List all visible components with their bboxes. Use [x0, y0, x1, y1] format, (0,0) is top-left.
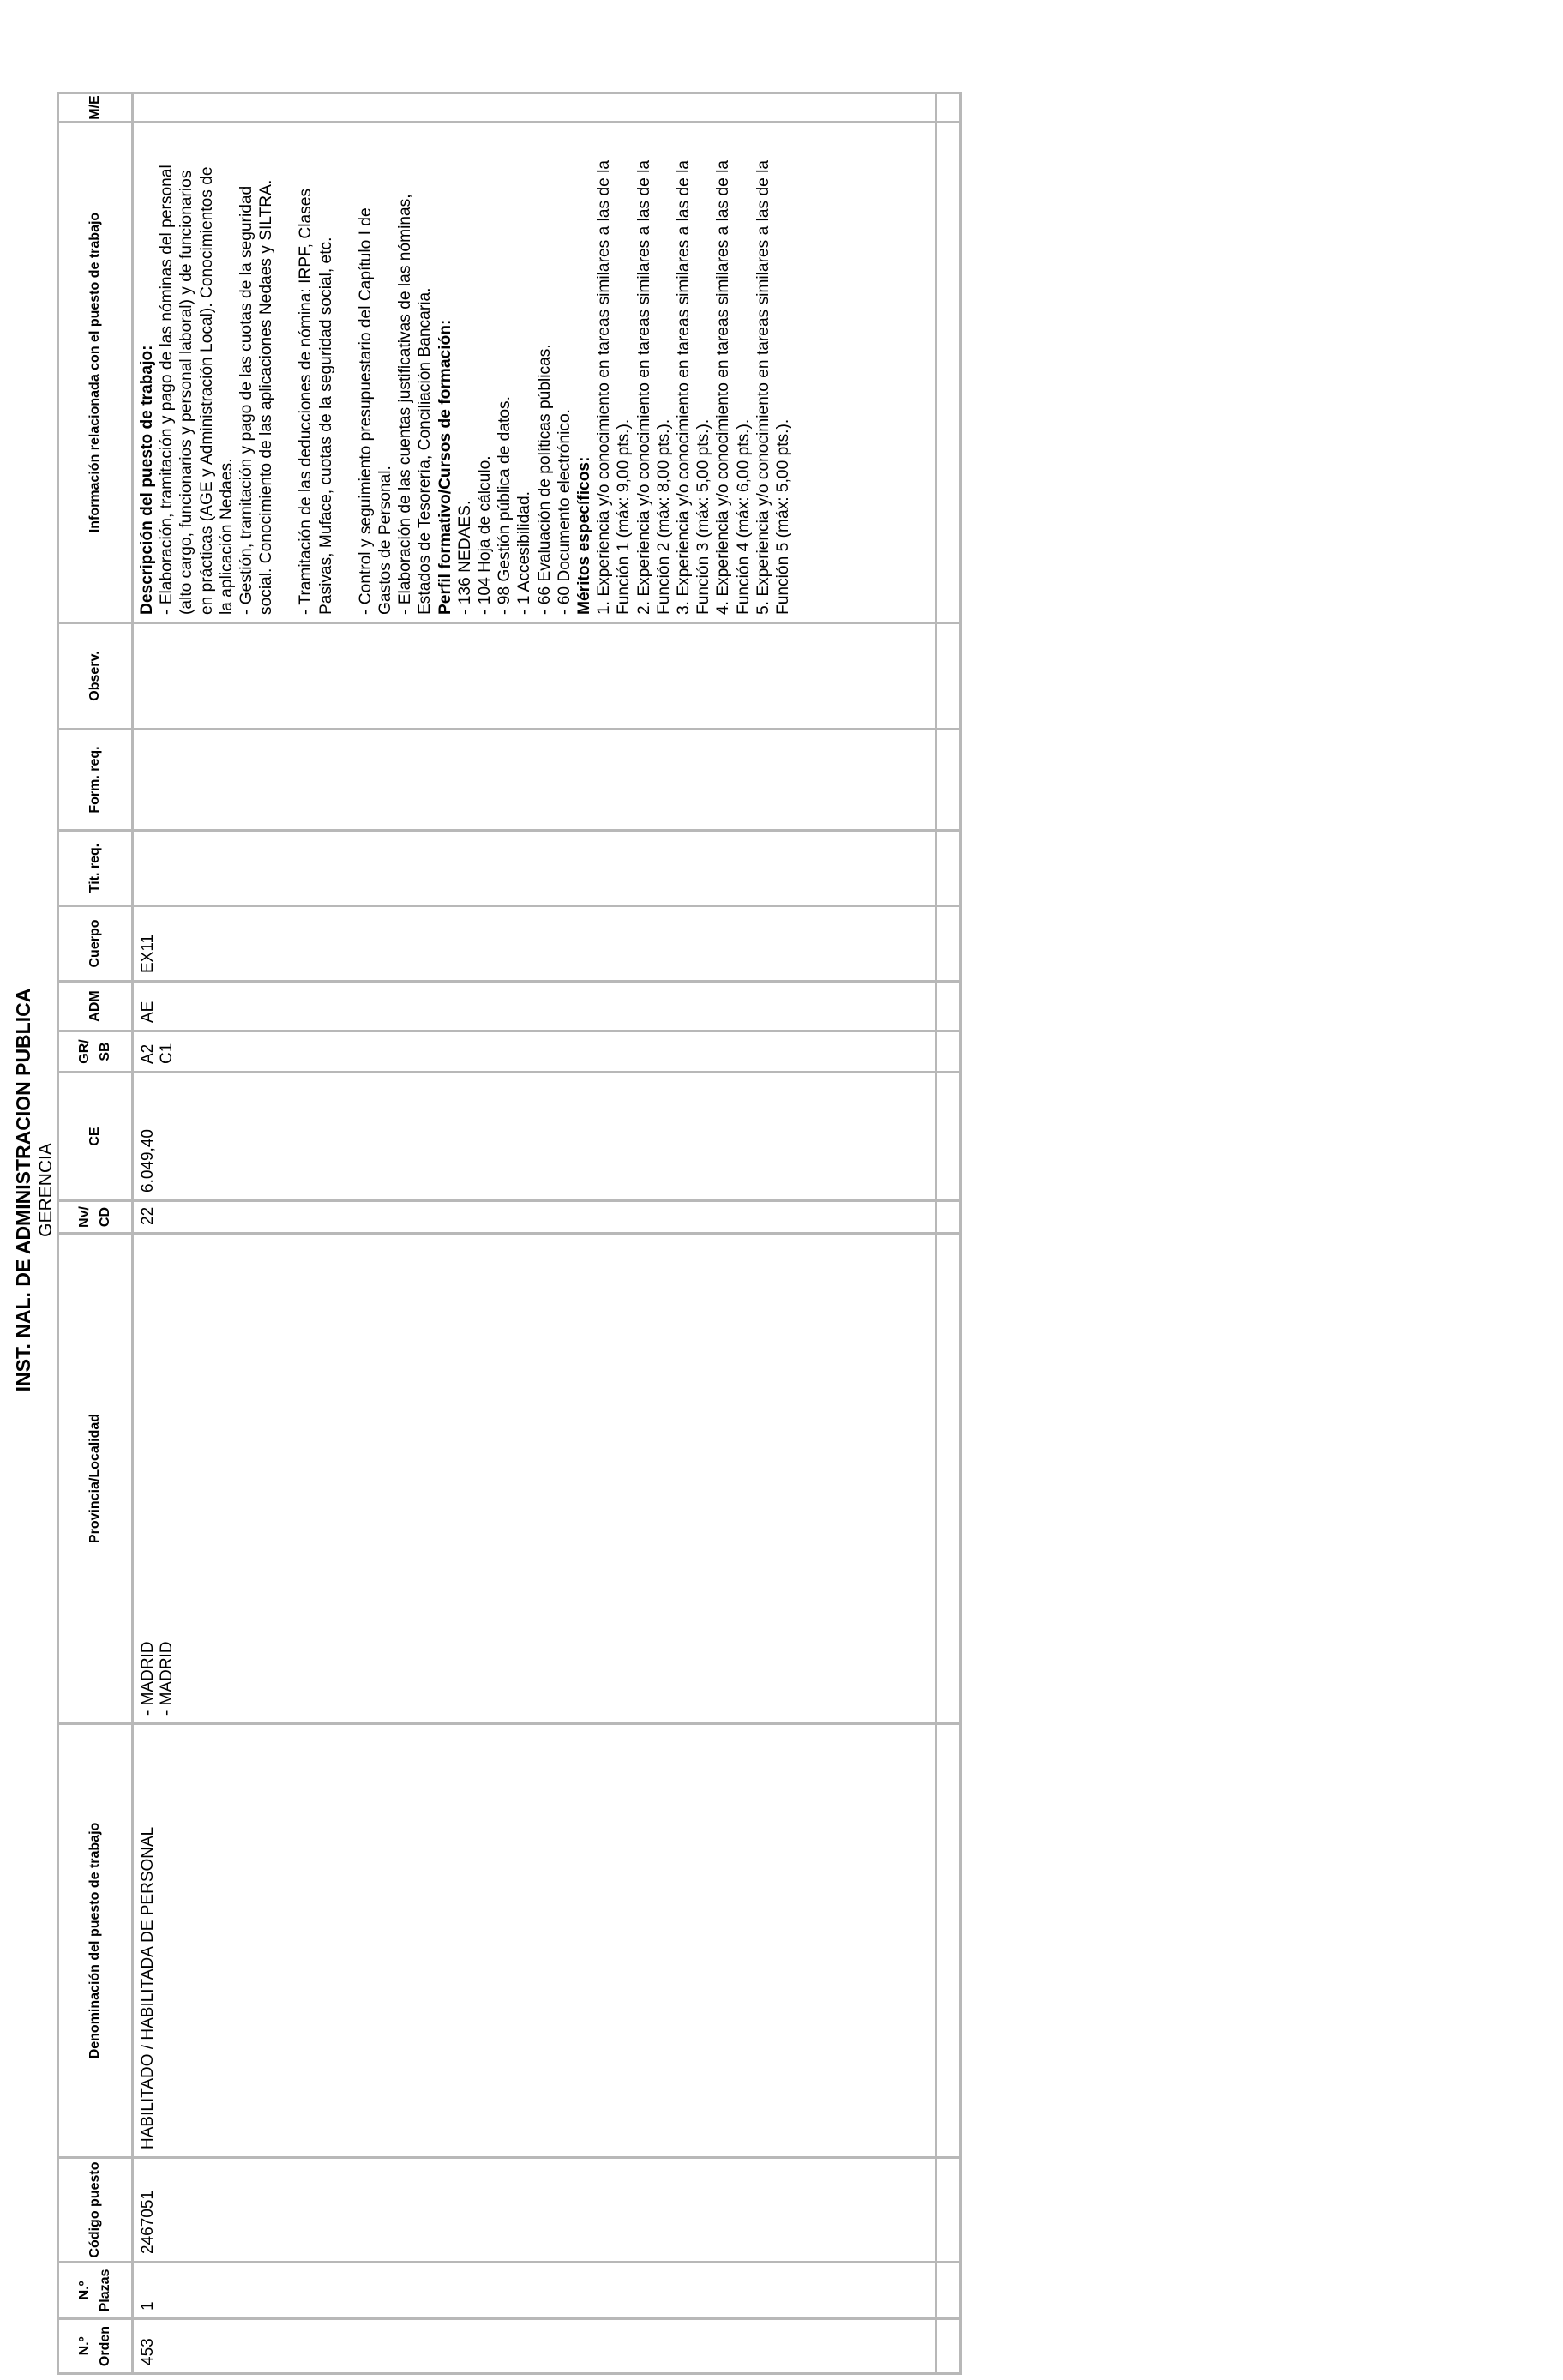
col-tit: Tit. req. — [58, 831, 133, 906]
col-me: M/E — [58, 93, 133, 123]
empty-cell — [936, 982, 961, 1031]
cell-info — [133, 123, 936, 623]
cell-orden: 453 — [133, 2319, 936, 2374]
col-gr-line1: GR/ — [77, 1039, 92, 1064]
col-cuerpo: Cuerpo — [58, 906, 133, 982]
unit-subtitle: GERENCIA — [36, 1143, 56, 1237]
cell-observ — [133, 623, 936, 730]
col-form: Form. req. — [58, 730, 133, 831]
formacion-lines — [455, 129, 574, 615]
cell-gr-sb — [133, 1031, 936, 1073]
cell-tit — [133, 831, 936, 906]
descripcion-line: social. Conocimiento de las aplicaciones Nedaes y SILTRA. — [257, 179, 276, 615]
meritos-line: Función 5 (máx: 5,00 pts.). — [774, 418, 793, 615]
descripcion-line: en prácticas (AGE y Administración Local). Conocimientos de — [197, 166, 216, 615]
meritos-line: Función 3 (máx: 5,00 pts.). — [694, 418, 713, 615]
meritos-line: Función 1 (máx: 9,00 pts.). — [615, 418, 634, 615]
table-row — [133, 93, 936, 2374]
col-ce: CE — [58, 1073, 133, 1201]
empty-cell — [936, 2263, 961, 2319]
col-denominacion: Denominación del puesto de trabajo — [58, 1724, 133, 2158]
empty-cell — [936, 2319, 961, 2374]
empty-cell — [936, 623, 961, 730]
descripcion-line: - Elaboración, tramitación y pago de las nóminas del personal — [158, 165, 177, 615]
provincia-line: - MADRID — [139, 1641, 157, 1716]
descripcion-line: - Tramitación de las deducciones de nómina: IRPF, Clases — [297, 189, 316, 615]
empty-cell — [936, 1073, 961, 1201]
formacion-title: Perfil formativo/Cursos de formación: — [436, 319, 454, 615]
meritos-line: 4. Experiencia y/o conocimiento en tareas similares a las de la — [714, 159, 733, 615]
descripcion-line: Gastos de Personal. — [376, 466, 395, 615]
cell-codigo: 2467051 — [133, 2158, 936, 2263]
provincia-line: - MADRID — [158, 1641, 176, 1716]
col-info: Información relacionada con el puesto de trabajo — [58, 123, 133, 623]
col-nv-cd — [58, 1201, 133, 1234]
descripcion-line: Estados de Tesorería, Conciliación Bancaria. — [416, 287, 435, 615]
col-observ: Observ. — [58, 623, 133, 730]
empty-cell — [936, 123, 961, 623]
meritos-line: Función 4 (máx: 6,00 pts.). — [734, 418, 753, 615]
blank-line — [336, 129, 356, 615]
col-nv-line1: Nv/ — [77, 1206, 92, 1228]
empty-cell — [936, 906, 961, 982]
empty-cell — [936, 1234, 961, 1724]
gr-sb-line: C1 — [158, 1043, 176, 1064]
cell-me — [133, 93, 936, 123]
descripcion-line: - Elaboración de las cuentas justificativas de las nóminas, — [396, 194, 415, 615]
meritos-line: 5. Experiencia y/o conocimiento en tareas similares a las de la — [754, 159, 772, 615]
table-header-row — [58, 93, 133, 2374]
meritos-title: Méritos específicos: — [575, 456, 594, 615]
cell-provincia — [133, 1234, 936, 1724]
cell-form — [133, 730, 936, 831]
col-nv-line2: CD — [98, 1206, 112, 1228]
descripcion-line: - Gestión, tramitación y pago de las cuotas de la seguridad — [237, 185, 256, 615]
formacion-line: - 98 Gestión pública de datos. — [496, 396, 514, 615]
col-codigo: Código puesto — [58, 2158, 133, 2263]
meritos-line: Función 2 (máx: 8,00 pts.). — [654, 418, 673, 615]
info-block — [134, 123, 793, 622]
descripcion-lines — [157, 129, 435, 615]
meritos-line: 3. Experiencia y/o conocimiento en tareas similares a las de la — [675, 159, 694, 615]
formacion-line: - 60 Documento electrónico. — [555, 409, 574, 615]
descripcion-line: - Control y seguimiento presupuestario del Capítulo I de — [356, 207, 375, 615]
formacion-line: - 66 Evaluación de políticas públicas. — [535, 344, 554, 615]
cell-cuerpo: EX11 — [133, 906, 936, 982]
empty-cell — [936, 1031, 961, 1073]
descripcion-line: (alto cargo, funcionarios y personal laboral) y de funcionarios — [177, 170, 196, 615]
meritos-lines — [594, 129, 793, 615]
gr-sb-line: A2 — [139, 1043, 157, 1064]
col-provincia: Provincia/Localidad — [58, 1234, 133, 1724]
meritos-line: 2. Experiencia y/o conocimiento en tareas similares a las de la — [634, 159, 653, 615]
descripcion-line: Pasivas, Muface, cuotas de la seguridad social, etc. — [316, 237, 335, 615]
empty-cell — [936, 2158, 961, 2263]
descripcion-line: la aplicación Nedaes. — [217, 458, 236, 615]
cell-denominacion: HABILITADO / HABILITADA DE PERSONAL — [133, 1724, 936, 2158]
cell-nv-cd: 22 — [133, 1201, 936, 1234]
col-orden: N.º Orden — [58, 2319, 133, 2374]
cell-plazas: 1 — [133, 2263, 936, 2319]
table-row-empty — [936, 93, 961, 2374]
meritos-line: 1. Experiencia y/o conocimiento en tareas similares a las de la — [595, 159, 614, 615]
empty-cell — [936, 93, 961, 123]
positions-table — [57, 92, 962, 2375]
organization-title: INST. NAL. DE ADMINISTRACION PUBLICA — [12, 988, 34, 1392]
col-gr-sb — [58, 1031, 133, 1073]
formacion-line: - 136 NEDAES. — [455, 500, 474, 615]
descripcion-title: Descripción del puesto de trabajo: — [138, 345, 156, 615]
empty-cell — [936, 1724, 961, 2158]
formacion-line: - 104 Hoja de cálculo. — [476, 455, 495, 615]
empty-cell — [936, 730, 961, 831]
cell-ce: 6.049,40 — [133, 1073, 936, 1201]
cell-adm: AE — [133, 982, 936, 1031]
empty-cell — [936, 1201, 961, 1234]
col-gr-line2: SB — [98, 1042, 112, 1061]
col-adm: ADM — [58, 982, 133, 1031]
col-plazas: N.º Plazas — [58, 2263, 133, 2319]
empty-cell — [936, 831, 961, 906]
formacion-line: - 1 Accesibilidad. — [515, 491, 534, 615]
blank-line — [276, 129, 296, 615]
